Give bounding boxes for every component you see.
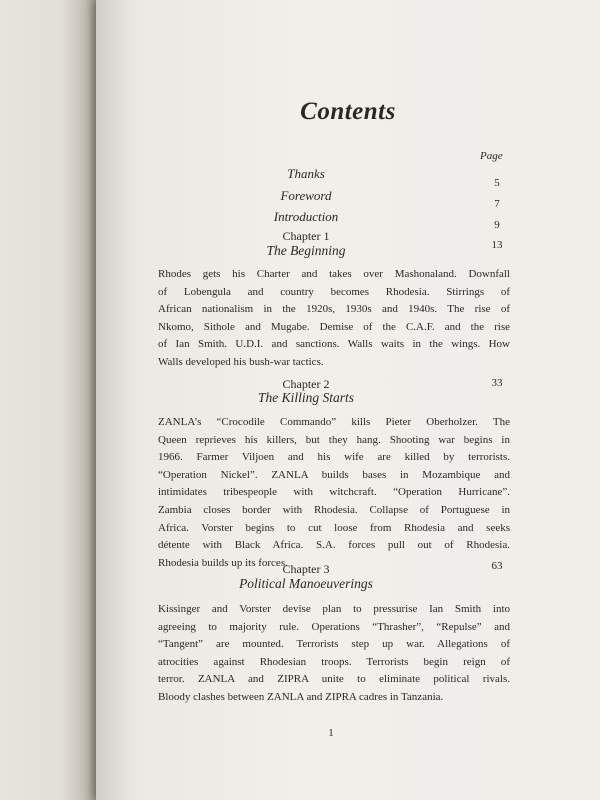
- summary-line: détente with Black Africa. S.A. forces pull out of Rhodesia.: [158, 539, 510, 552]
- summary-line: terror. ZANLA and ZIPRA unite to eliminate political rivals.: [158, 673, 510, 686]
- summary-line: agreeing to majority rule. Operations “Thrasher”, “Repulse” and: [158, 620, 510, 633]
- chapter-2-summary: [158, 414, 510, 572]
- summary-line: African nationalism in the 1920s, 1930s and 1940s. The rise of: [158, 303, 510, 316]
- summary-line: Africa. Vorster begins to cut loose from Rhodesia and seeks: [158, 521, 510, 534]
- front-matter-foreword-page: 7: [494, 198, 500, 210]
- chapter-1-number: Chapter 1: [282, 229, 330, 243]
- summary-line: ZANLA’s “Crocodile Commando” kills Pieter Oberholzer. The: [158, 416, 510, 428]
- page-column-label: Page: [480, 150, 503, 162]
- summary-line: “Operation Nickel”. ZANLA builds bases in Mozambique and: [158, 468, 510, 481]
- summary-line: Walls developed his bush-war tactics.: [158, 355, 324, 368]
- chapter-1-page: 13: [491, 239, 503, 251]
- summary-line: Rhodesia builds up its forces.: [158, 556, 288, 569]
- chapter-2-title: The Killing Starts: [257, 390, 355, 405]
- summary-line: 1966. Farmer Viljoen and his wife are killed by terrorists.: [158, 451, 510, 464]
- chapter-2-page: 33: [491, 377, 503, 389]
- chapter-1-title: The Beginning: [266, 243, 346, 258]
- chapter-3-page: 63: [491, 560, 503, 572]
- chapter-1-summary: [158, 266, 510, 372]
- chapter-2-number: Chapter 2: [282, 377, 330, 391]
- summary-line: Rhodes gets his Charter and takes over Mashonaland. Downfall: [158, 268, 510, 280]
- chapter-3-number: Chapter 3: [282, 562, 330, 576]
- front-matter-introduction-page: 9: [494, 219, 500, 231]
- summary-line: “Tangent” are mounted. Terrorists step up war. Allegations of: [158, 638, 510, 651]
- summary-line: Bloody clashes between ZANLA and ZIPRA cadres in Tanzania.: [158, 690, 444, 703]
- summary-line: atrocities against Rhodesian troops. Terrorists begin reign of: [158, 655, 510, 668]
- left-page-edge: [0, 0, 98, 800]
- front-matter-thanks: Thanks: [287, 166, 325, 181]
- front-matter-introduction: Introduction: [273, 209, 339, 224]
- summary-line: of Lobengula and country becomes Rhodesia. Stirrings of: [158, 285, 510, 298]
- contents-page: [96, 0, 600, 800]
- page-title: Contents: [300, 98, 396, 125]
- page-number: 1: [328, 727, 334, 739]
- summary-line: of Ian Smith. U.D.I. and sanctions. Walls waits in the wings. How: [158, 338, 510, 351]
- summary-line: Kissinger and Vorster devise plan to pressurise Ian Smith into: [158, 603, 510, 615]
- summary-line: Zambia closes border with Rhodesia. Collapse of Portuguese in: [158, 503, 510, 516]
- chapter-3-summary: [158, 601, 510, 707]
- summary-line: Nkomo, Sithole and Mugabe. Demise of the C.A.F. and the rise: [158, 320, 510, 333]
- summary-line: Queen reprieves his killers, but they hang. Shooting war begins in: [158, 433, 510, 446]
- front-matter-foreword: Foreword: [280, 188, 332, 203]
- chapter-3-title: Political Manoeuverings: [239, 576, 373, 591]
- summary-line: intimidates tribespeople with witchcraft. “Operation Hurricane”.: [158, 486, 510, 499]
- front-matter-thanks-page: 5: [494, 177, 500, 189]
